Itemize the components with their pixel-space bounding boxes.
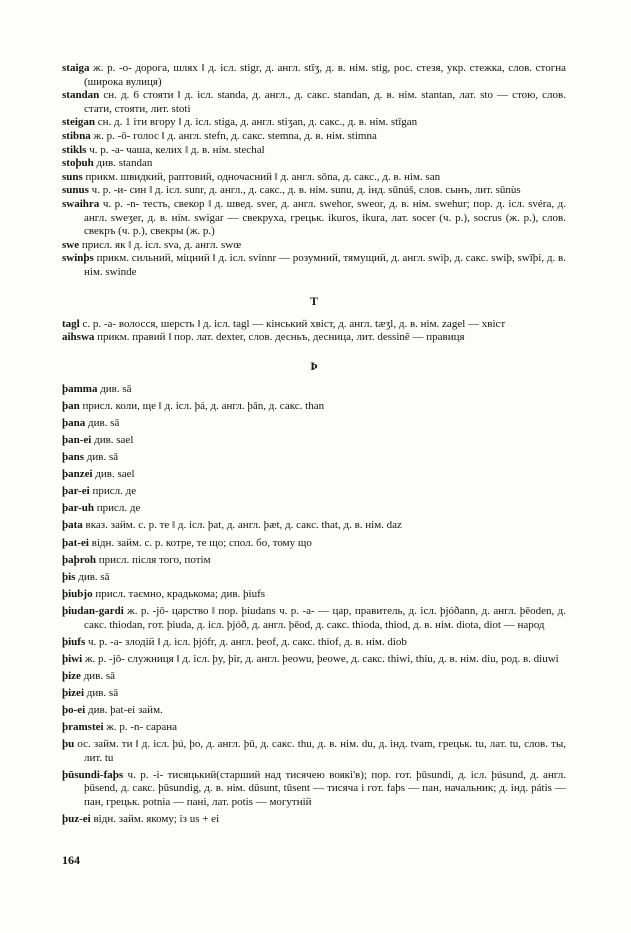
entry-headword: staiga xyxy=(62,62,90,74)
dictionary-entry xyxy=(62,116,566,130)
dictionary-column xyxy=(62,62,566,827)
dictionary-entry xyxy=(62,636,566,650)
dictionary-entry xyxy=(62,813,566,827)
entry-definition: див. standan xyxy=(96,157,153,170)
page-number: 164 xyxy=(62,853,80,867)
entry-definition: ж. р. -n- сарана xyxy=(106,721,178,734)
entry-definition: прикм. правий ‖ пор. лат. dexter, слов. десньъ, десница, лит. dessinẽ — правиця xyxy=(97,331,465,344)
entry-headword: þiufs xyxy=(62,635,86,648)
dictionary-entry xyxy=(62,318,566,332)
entry-headword: þan-ei xyxy=(62,433,92,446)
dictionary-entry xyxy=(62,171,566,185)
dictionary-entry xyxy=(62,383,566,397)
entry-definition: присл. як ‖ д. ісл. sva, д. англ. swœ xyxy=(81,238,242,251)
entry-headword: þanzei xyxy=(62,468,93,481)
entry-definition: ч. р. -и- син ‖ д. ісл. sunr, д. англ., д. сакс., д. в. нім. sunu, д. інд. sūnúš, слов. сынъ, лит. sūnùs xyxy=(91,184,521,197)
entry-headword: tagl xyxy=(62,317,80,330)
entry-definition: див. sā xyxy=(83,669,116,682)
dictionary-entry xyxy=(62,588,566,602)
dictionary-entry xyxy=(62,537,566,551)
entry-headword: swaihra xyxy=(62,197,100,210)
entry-headword: þan xyxy=(62,399,80,412)
entry-headword: þat-ei xyxy=(62,536,89,549)
dictionary-entry xyxy=(62,485,566,499)
dictionary-entry xyxy=(62,130,566,144)
entry-headword: sunus xyxy=(62,184,89,197)
entry-headword: swe xyxy=(62,238,80,251)
dictionary-entry xyxy=(62,554,566,568)
entry-definition: див. sā xyxy=(88,416,120,429)
entry-definition: ч. р. -і- тисяцький(старший над тисячею воякі'в); пор. гот. þūsundi, д. ісл. þúsund, д. англ. þūsend, д. сакс. þūsundig, д. в. нім. dūsunt, tūsent — тисяча і гот. faþs — пан, начальник; д. інд. pátis — пан, грецьк. potnia — пані, лат. potis — могутній xyxy=(84,768,566,809)
dictionary-entry xyxy=(62,704,566,718)
entry-headword: stibna xyxy=(62,129,91,142)
entry-definition: ос. займ. ти ‖ д. ісл. þú, þo, д. англ. þū, д. сакс. thu, д. в. нім. du, д. інд. tvam, грецьк. tu, лат. tu, слов. ты, лит. tu xyxy=(77,738,567,764)
entry-headword: þiubjo xyxy=(62,587,93,600)
dictionary-entry xyxy=(62,605,566,632)
dictionary-entry xyxy=(62,62,566,89)
entry-headword: aihswa xyxy=(62,331,95,344)
dictionary-entry xyxy=(62,198,566,239)
entry-definition: ч. р. -а- злодій ‖ д. ісл. þjófr, д. англ. þeof, д. сакс. thiof, д. в. нім. diob xyxy=(88,635,407,648)
dictionary-entry xyxy=(62,721,566,735)
entry-definition: присл. коли, ще ‖ д. ісл. þá, д. англ. þān, д. сакс. than xyxy=(82,399,325,412)
entry-definition: прикм. швидкий, раптовий, одночасний ‖ д. англ. sōna, д. сакс., д. в. нім. san xyxy=(85,170,441,183)
entry-headword: þiwi xyxy=(62,652,83,665)
entry-definition: див. sā xyxy=(86,451,119,464)
entry-definition: ж. р. -о- дорога, шлях ‖ д. ісл. stigr, д. англ. stīʒ, д. в. нім. stig, рос. стезя, укр. стежка, слов. стогна (широка вулиця) xyxy=(84,62,566,88)
entry-headword: þar-uh xyxy=(62,502,94,515)
dictionary-entry xyxy=(62,519,566,533)
entry-headword: þramstei xyxy=(62,721,104,734)
entry-headword: standan xyxy=(62,89,100,102)
entry-headword: þata xyxy=(62,519,83,532)
dictionary-entry xyxy=(62,653,566,667)
dictionary-entry xyxy=(62,157,566,171)
entry-definition: відн. займ. якому; із us + ei xyxy=(93,813,220,826)
entry-definition: присл. де xyxy=(92,485,137,498)
entry-headword: þo-ei xyxy=(62,703,86,716)
dictionary-entry xyxy=(62,331,566,345)
entry-definition: див. sā xyxy=(78,570,110,583)
dictionary-entry xyxy=(62,468,566,482)
entry-definition: с. р. -а- волосся, шерсть ‖ д. ісл. tagl — кінський хвіст, д. англ. tæʒl, д. в. нім. zagel — хвіст xyxy=(82,317,506,330)
dictionary-entry xyxy=(62,184,566,198)
entry-headword: þans xyxy=(62,451,85,464)
entry-definition: прикм. сильний, міцний ‖ д. ісл. svinnr — розумний, тямущий, д. англ. swiþ, д. сакс. swiþ, swīþi, д. в. нім. swinde xyxy=(84,252,567,278)
entry-definition: див. sā xyxy=(86,686,119,699)
dictionary-entry xyxy=(62,769,566,810)
entry-headword: þiudan-gardi xyxy=(62,604,124,617)
entry-headword: þaþroh xyxy=(62,553,97,566)
entry-headword: þis xyxy=(62,570,76,583)
entry-headword: þizei xyxy=(62,686,84,699)
dictionary-entry xyxy=(62,670,566,684)
entry-headword: þu xyxy=(62,738,75,751)
dictionary-entry xyxy=(62,239,566,253)
dictionary-entry xyxy=(62,400,566,414)
dictionary-entry xyxy=(62,144,566,158)
entry-definition: ж. р. -jō- служниця ‖ д. ісл. þy, þir, д. англ. þeowu, þeowe, д. сакс. thiwi, thiu, д. в. нім. diu, род. в. diuwi xyxy=(84,652,559,665)
entry-definition: сн. д. 1 іти вгору ‖ д. ісл. stiga, д. англ. stiʒan, д. сакс., д. в. нім. stīgan xyxy=(97,116,418,129)
entry-definition: див. sael xyxy=(94,433,134,446)
dictionary-entry xyxy=(62,687,566,701)
entry-headword: þize xyxy=(62,669,81,682)
dictionary-entry xyxy=(62,417,566,431)
section-letter: T xyxy=(309,293,318,308)
dictionary-entry xyxy=(62,571,566,585)
entry-definition: присл. після того, потім xyxy=(98,553,211,566)
entry-definition: див. sā xyxy=(100,382,132,395)
entry-headword: steigan xyxy=(62,116,95,129)
entry-headword: swinþs xyxy=(62,252,94,265)
entry-definition: ж. р. -jō- царство ‖ пор. þiudans ч. р. -а- — цар, правитель, д. ісл. þjóðann, д. англ. þēoden, д. сакс. thiodan, гот. þiuda, д. ісл. þjóð, д. англ. þēod, д. сакс. thioda, thiod, д. в. нім. diota, diot — народ xyxy=(84,604,566,631)
entry-headword: þar-ei xyxy=(62,485,90,498)
entry-definition: див. þat-ei займ. xyxy=(87,703,163,716)
entry-headword: þamma xyxy=(62,382,98,395)
dictionary-entry xyxy=(62,89,566,116)
entry-definition: див. sael xyxy=(95,468,135,481)
entry-definition: відн. займ. с. р. котре, те що; спол. бо, тому що xyxy=(91,536,312,549)
entry-headword: þana xyxy=(62,416,86,429)
dictionary-entry xyxy=(62,434,566,448)
dictionary-entry xyxy=(62,502,566,516)
entry-definition: ж. р. -ō- голос ‖ д. англ. stefn, д. сакс. stemna, д. в. нім. stimna xyxy=(93,129,377,142)
section-letter: Þ xyxy=(310,358,318,373)
entry-definition: ч. р. -n- тесть, свекор ‖ д. швед. sver, д. англ. swehor, sweor, д. в. нім. swehur; пор. д. ісл. svéra, д. англ. sweʒer, д. в. нім. swigar — свекруха, грецьк. ikuros, ikura, лат. socer (ч. р.), socrus (ж. р.), слов. свекръ (ч. р.), свекры (ж. р.) xyxy=(84,197,566,238)
entry-headword: stoþuh xyxy=(62,157,94,170)
dictionary-entry xyxy=(62,451,566,465)
entry-headword: þūsundi-faþs xyxy=(62,768,124,781)
dictionary-entry xyxy=(62,252,566,279)
entry-headword: stikls xyxy=(62,143,87,156)
entry-definition: вказ. займ. с. р. те ‖ д. ісл. þat, д. англ. þæt, д. сакс. that, д. в. нім. daz xyxy=(85,519,402,532)
entry-definition: сн. д. 6 стояти ‖ д. ісл. standa, д. англ., д. сакс. standan, д. в. нім. stantan, лат. sto — стою, слов. стати, стояти, лит. stoti xyxy=(84,89,566,115)
entry-definition: ч. р. -а- чаша, келих ‖ д. в. нім. stechal xyxy=(89,143,265,156)
entry-definition: присл. де xyxy=(96,502,141,515)
entry-headword: þuz-ei xyxy=(62,813,91,826)
entry-definition: присл. таємно, крадькома; див. þiufs xyxy=(95,587,266,600)
entry-headword: suns xyxy=(62,170,83,183)
dictionary-entry xyxy=(62,738,566,765)
